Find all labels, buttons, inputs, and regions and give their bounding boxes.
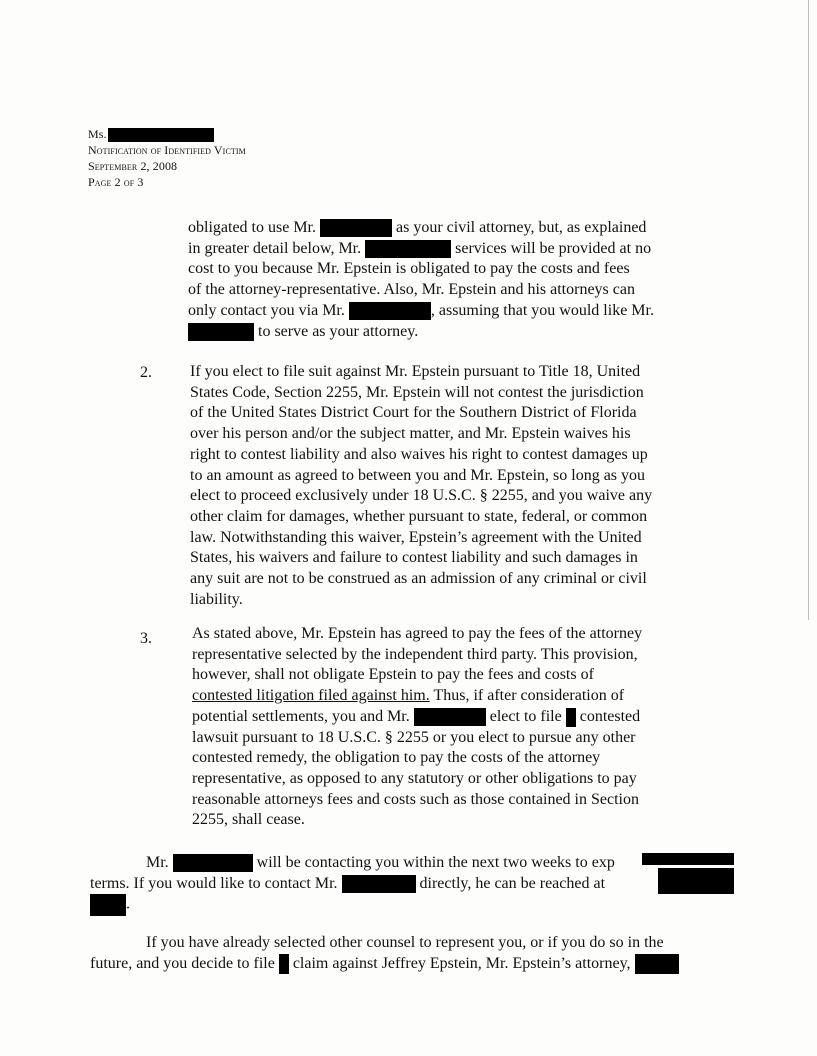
text-run: directly, he can be reached at (419, 874, 606, 892)
redaction (349, 302, 431, 320)
redaction (173, 854, 253, 872)
text-line: lawsuit pursuant to 18 U.S.C. § 2255 or you elect to pursue any other (192, 728, 636, 746)
text-line: right to contest liability and also waives his right to contest damages up (190, 445, 648, 463)
text-line: liability. (190, 590, 243, 608)
text-run: obligated to use Mr. (188, 219, 316, 236)
text-run: contested (579, 707, 641, 725)
item-2-paragraph (190, 362, 672, 610)
redaction (90, 894, 126, 916)
text-line: over his person and/or the subject matter, and Mr. Epstein waives his (190, 425, 631, 443)
text-run: potential settlements, you and Mr. (192, 707, 410, 725)
text-line: representative, as opposed to any statutory or other obligations to pay (192, 769, 637, 787)
text-run: Thus, if after consideration of (429, 687, 625, 705)
text-line: representative selected by the independent third party. This provision, (192, 645, 638, 663)
text-line: reasonable attorneys fees and costs such as those contained in Section (192, 790, 639, 808)
text-line: States Code, Section 2255, Mr. Epstein will not contest the jurisdiction (190, 383, 644, 401)
text-line: other claim for damages, whether pursuant to state, federal, or common (190, 507, 648, 525)
other-counsel-paragraph (90, 933, 740, 974)
redaction (566, 708, 576, 727)
text-line: any suit are not to be construed as an admission of any criminal or civil (190, 570, 647, 588)
redaction (658, 868, 734, 894)
text-line: States, his waivers and failure to contest liability and such damages in (190, 549, 638, 567)
text-run: elect to file (489, 707, 562, 725)
redaction-name (108, 128, 214, 142)
text-line: 2255, shall cease. (192, 811, 305, 829)
item-number: 3. (140, 630, 152, 647)
text-run: services will be provided at no (455, 239, 652, 257)
redaction (642, 853, 734, 865)
text-run: only contact you via Mr. (188, 301, 345, 319)
redaction (414, 708, 486, 726)
text-line: If you elect to file suit against Mr. Epstein pursuant to Title 18, United (190, 363, 641, 380)
redaction (279, 954, 289, 974)
text-run: future, and you decide to file (90, 954, 275, 972)
text-line: contested remedy, the obligation to pay the costs of the attorney (192, 749, 601, 767)
text-run: as your civil attorney, but, as explained (395, 219, 647, 236)
contact-paragraph (90, 853, 734, 916)
text-line: of the attorney-representative. Also, Mr. Epstein and his attorneys can (188, 281, 635, 299)
text-line: of the United States District Court for the Southern District of Florida (190, 404, 637, 422)
text-line: As stated above, Mr. Epstein has agreed to pay the fees of the attorney (192, 625, 643, 642)
continuation-paragraph (188, 218, 668, 342)
text-run: to serve as your attorney. (258, 322, 419, 340)
text-run: . (126, 896, 130, 914)
text-line: to an amount as agreed to between you and Mr. Epstein, so long as you (190, 466, 646, 484)
text-run: , assuming that you would like Mr. (430, 301, 654, 319)
text-run: will be contacting you within the next two weeks to exp (256, 854, 615, 871)
text-line: elect to proceed exclusively under 18 U.S.C. § 2255, and you waive any (190, 487, 653, 505)
salutation: Ms. (88, 127, 107, 141)
redaction (188, 323, 254, 341)
item-3-paragraph (192, 624, 674, 831)
text-run: in greater detail below, Mr. (188, 239, 362, 257)
text-line: law. Notwithstanding this waiver, Epstein’s agreement with the United (190, 528, 642, 546)
text-run: terms. If you would like to contact Mr. (90, 874, 338, 892)
redaction (635, 954, 679, 974)
text-run: Mr. (146, 854, 169, 871)
date-line: September 2, 2008 (88, 159, 178, 174)
redaction (320, 219, 392, 237)
subject-line: Notification of Identified Victim (88, 143, 246, 158)
text-run: claim against Jeffrey Epstein, Mr. Epstein’s attorney, (292, 954, 631, 972)
scan-edge-line (808, 0, 809, 620)
redaction (365, 240, 451, 258)
text-line: If you have already selected other counsel to represent you, or if you do so in the (146, 934, 664, 951)
redaction (342, 875, 416, 893)
text-run: contested litigation filed against him. (192, 687, 430, 705)
text-line: however, shall not obligate Epstein to pay the fees and costs of (192, 666, 594, 684)
letter-header (88, 126, 246, 190)
text-line: cost to you because Mr. Epstein is obligated to pay the costs and fees (188, 260, 630, 278)
page-number: Page 2 of 3 (88, 175, 144, 190)
item-number: 2. (140, 364, 152, 381)
